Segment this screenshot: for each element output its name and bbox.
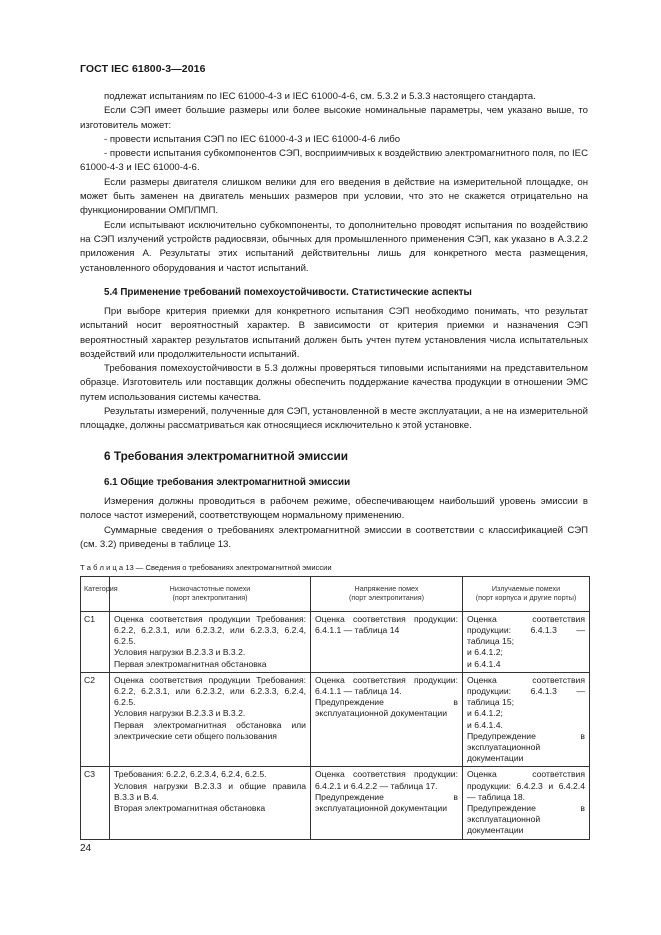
voltage-cell bbox=[311, 611, 463, 672]
cell-text: Требования: 6.2.2, 6.2.3.4, 6.2.4, 6.2.5. bbox=[114, 769, 267, 780]
cell-text: и 6.4.1.2; bbox=[467, 708, 503, 719]
paragraph: подлежат испытаниям по IEC 61000-4-3 и IEC 61000-4-6, см. 5.3.2 и 5.3.3 настоящего стандарта. bbox=[104, 91, 536, 102]
header-label: Излучаемые помехи bbox=[491, 584, 561, 593]
list-item: - провести испытания СЭП по IEC 61000-4-3 и IEC 61000-4-6 либо bbox=[104, 133, 401, 145]
cell-text: Оценка соответствия продукции: 6.4.1.1 — таблица 14. bbox=[315, 674, 458, 697]
radiated-cell bbox=[463, 672, 590, 767]
header-sublabel: (порт корпуса и другие порты) bbox=[475, 593, 577, 603]
radiated-cell bbox=[463, 767, 590, 839]
cell-text: Условия нагрузки В.2.3.3 и В.3.2. bbox=[114, 708, 246, 719]
section-6-1-body bbox=[80, 495, 588, 552]
emission-requirements-table bbox=[80, 576, 590, 840]
paragraph: Если размеры двигателя слишком велики для его введения в действие на измерительной площадке, он может быть заменен на двигатель меньших размеров при условии, что это не скажется отрицательно на функционировании ОМП/ПМП. bbox=[80, 176, 588, 217]
intro-block bbox=[80, 90, 588, 276]
cell-text: Оценка соответствия продукции: 6.4.2.3 и 6.4.2.4 — таблица 18. bbox=[467, 769, 585, 802]
header-sublabel: (порт электропитания) bbox=[348, 593, 424, 603]
cell-text: Оценка соответствия продукции: 6.4.2.1 и 6.4.2.2 — таблица 17. bbox=[315, 769, 458, 791]
cell-text: Предупреждение в эксплуатационной документации bbox=[467, 730, 585, 764]
voltage-cell bbox=[311, 767, 463, 839]
header-category: Категория bbox=[81, 577, 110, 612]
header-low-frequency bbox=[110, 577, 311, 612]
section-heading-5-4: 5.4 Применение требований помехоустойчивости. Статистические аспекты bbox=[104, 287, 472, 298]
cell-text: Предупреждение в эксплуатационной документации bbox=[315, 697, 458, 719]
paragraph: Измерения должны проводиться в рабочем режиме, обеспечивающем наибольший уровень эмиссии в полосе частот измерений, соответствующем нормальному применению. bbox=[80, 496, 588, 522]
low-frequency-cell bbox=[110, 767, 311, 839]
table-header-row bbox=[81, 577, 590, 612]
section-heading-6-1: 6.1 Общие требования электромагнитной эмиссии bbox=[104, 477, 351, 488]
header-label: Низкочастотные помехи bbox=[169, 584, 251, 593]
paragraph: Требования помехоустойчивости в 5.3 должны проверяться типовыми испытаниями на представительном образце. Изготовитель или поставщик должны обеспечить поддержание качества продукции в отношении ЭМС путем использования системы качества. bbox=[80, 363, 588, 403]
page-number: 24 bbox=[80, 843, 92, 854]
cell-text: и 6.4.1.4 bbox=[467, 658, 501, 669]
paragraph: Суммарные сведения о требованиях электромагнитной эмиссии в соответствии с классификацией СЭП (см. 3.2) приведены в таблице 13. bbox=[80, 524, 588, 550]
paragraph: Если испытывают исключительно субкомпоненты, то дополнительно проводят испытания по воздействию на СЭП излучений устройств радиосвязи, обычных для промышленного применения СЭП, как указано в А.3.2.2 приложения А. Результаты этих испытаний действительны лишь для конкретного места размещения, установленного оборудования и частот испытаний. bbox=[80, 219, 588, 274]
category-cell: C1 bbox=[81, 611, 110, 672]
cell-text: Предупреждение в эксплуатационной документации bbox=[467, 803, 585, 836]
section-5-4-body bbox=[80, 305, 588, 434]
paragraph: Если СЭП имеет большие размеры или более высокие номинальные параметры, чем указано выше, то изготовитель может: bbox=[80, 105, 588, 131]
category-cell: C3 bbox=[81, 767, 110, 839]
cell-text: Оценка соответствия продукции: 6.4.1.1 — таблица 14 bbox=[315, 613, 458, 636]
document-header: ГОСТ IEC 61800-3—2016 bbox=[80, 63, 206, 75]
cell-text: Первая электромагнитная обстановка или электрические сети общего пользования bbox=[114, 719, 306, 741]
header-sublabel: (порт электропитания) bbox=[172, 593, 248, 603]
header-radiated bbox=[463, 577, 590, 612]
radiated-cell bbox=[463, 611, 590, 672]
table-row bbox=[81, 611, 590, 672]
cell-text: Оценка соответствия продукции: 6.4.1.3 — таблица 15; bbox=[467, 613, 585, 647]
cell-text: Условия нагрузки В.2.3.3 и общие правила В.3.3 и В.4. bbox=[114, 780, 306, 802]
cell-text: Предупреждение в эксплуатационной документации bbox=[315, 791, 458, 814]
section-heading-6: 6 Требования электромагнитной эмиссии bbox=[104, 449, 348, 463]
paragraph: Результаты измерений, полученные для СЭП, установленной в месте эксплуатации, а не на измерительной площадке, должны рассматриваться как относящиеся исключительно к этой установке. bbox=[80, 406, 588, 432]
voltage-cell bbox=[311, 672, 463, 767]
cell-text: Оценка соответствия продукции: 6.4.1.3 — таблица 15; bbox=[467, 674, 585, 708]
header-label: Напряжение помех bbox=[354, 584, 419, 593]
low-frequency-cell bbox=[110, 611, 311, 672]
low-frequency-cell bbox=[110, 672, 311, 767]
cell-text: и 6.4.1.4. bbox=[467, 719, 503, 730]
category-cell: C2 bbox=[81, 672, 110, 767]
cell-text: Первая электромагнитная обстановка bbox=[114, 658, 267, 669]
cell-text: Оценка соответствия продукции Требования: 6.2.2, 6.2.3.1, или 6.2.3.2, или 6.2.3.3, 6.2.4, 6.2.5. bbox=[114, 613, 306, 647]
table-caption: Т а б л и ц а 13 — Сведения о требованиях электромагнитной эмиссии bbox=[80, 563, 332, 572]
table-row bbox=[81, 672, 590, 767]
cell-text: Вторая электромагнитная обстановка bbox=[114, 803, 266, 814]
cell-text: и 6.4.1.2; bbox=[467, 647, 503, 658]
paragraph: При выборе критерия приемки для конкретного испытания СЭП необходимо понимать, что результат испытаний носит вероятностный характер. В зависимости от критерия приемки и назначения СЭП вероятностный характер результатов испытаний должен быть учтен путем установления числа испытательных воздействий или продолжительности испытаний. bbox=[80, 306, 588, 360]
list-item: - провести испытания субкомпонентов СЭП, восприимчивых к воздействию электромагнитного поля, по IEC 61000-4-3 и IEC 61000-4-6. bbox=[80, 148, 588, 174]
cell-text: Оценка соответствия продукции Требования: 6.2.2, 6.2.3.1, или 6.2.3.2, или 6.2.3.3, 6.2.4, 6.2.5. bbox=[114, 674, 306, 708]
table-row bbox=[81, 767, 590, 839]
header-voltage bbox=[311, 577, 463, 612]
cell-text: Условия нагрузки В.2.3.3 и В.3.2. bbox=[114, 647, 246, 658]
